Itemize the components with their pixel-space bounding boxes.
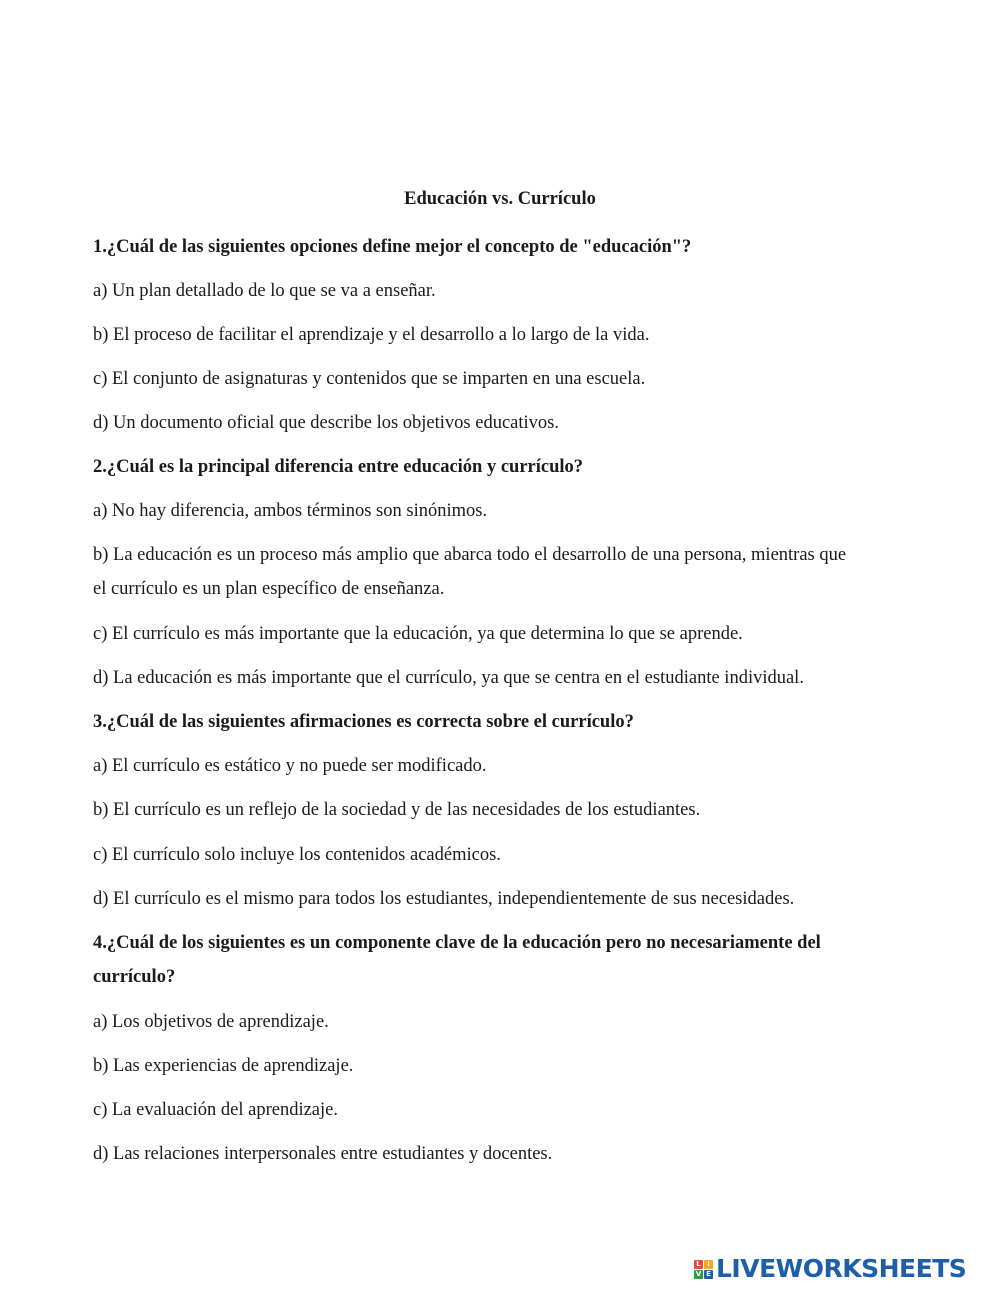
question-4-option-a: a) Los objetivos de aprendizaje. [93, 1012, 329, 1032]
question-2-option-c: c) El currículo es más importante que la educación, ya que determina lo que se aprende. [93, 624, 743, 644]
question-3-option-d: d) El currículo es el mismo para todos los estudiantes, independientemente de sus necesidades. [93, 889, 795, 909]
question-2-option-d: d) La educación es más importante que el currículo, ya que se centra en el estudiante individual. [93, 668, 804, 688]
liveworksheets-logo [694, 1255, 966, 1283]
logo-badge-letter: E [704, 1270, 713, 1279]
question-4-option-c: c) La evaluación del aprendizaje. [93, 1100, 338, 1120]
question-4-text: 4.¿Cuál de los siguientes es un componente clave de la educación pero no necesariamente del [93, 933, 821, 953]
question-1-option-a: a) Un plan detallado de lo que se va a enseñar. [93, 281, 436, 301]
question-4-option-b: b) Las experiencias de aprendizaje. [93, 1056, 354, 1076]
question-2-option-a: a) No hay diferencia, ambos términos son sinónimos. [93, 501, 488, 521]
question-2-text: 2.¿Cuál es la principal diferencia entre educación y currículo? [93, 457, 584, 477]
question-3-option-b: b) El currículo es un reflejo de la sociedad y de las necesidades de los estudiantes. [93, 800, 701, 820]
question-4-option-d: d) Las relaciones interpersonales entre estudiantes y docentes. [93, 1144, 553, 1164]
logo-badge-letter: I [704, 1260, 713, 1269]
logo-badge-letter: V [695, 1269, 702, 1278]
page-title: Educación vs. Currículo [404, 189, 596, 209]
question-4-text: currículo? [93, 967, 176, 987]
question-2-option-b: b) La educación es un proceso más amplio que abarca todo el desarrollo de una persona, mientras que [93, 545, 847, 565]
question-1-text: 1.¿Cuál de las siguientes opciones define mejor el concepto de "educación"? [93, 237, 692, 257]
logo-text: LIVEWORKSHEETS [716, 1254, 967, 1283]
question-3-option-c: c) El currículo solo incluye los contenidos académicos. [93, 845, 501, 865]
question-2-option-b: el currículo es un plan específico de enseñanza. [93, 579, 445, 599]
question-1-option-d: d) Un documento oficial que describe los objetivos educativos. [93, 413, 559, 433]
question-3-text: 3.¿Cuál de las siguientes afirmaciones es correcta sobre el currículo? [93, 712, 634, 732]
question-1-option-c: c) El conjunto de asignaturas y contenidos que se imparten en una escuela. [93, 369, 646, 389]
question-1-option-b: b) El proceso de facilitar el aprendizaje y el desarrollo a lo largo de la vida. [93, 325, 650, 345]
logo-badge-letter: L [694, 1260, 703, 1269]
question-3-option-a: a) El currículo es estático y no puede ser modificado. [93, 756, 487, 776]
logo-badge-icon [694, 1260, 713, 1279]
